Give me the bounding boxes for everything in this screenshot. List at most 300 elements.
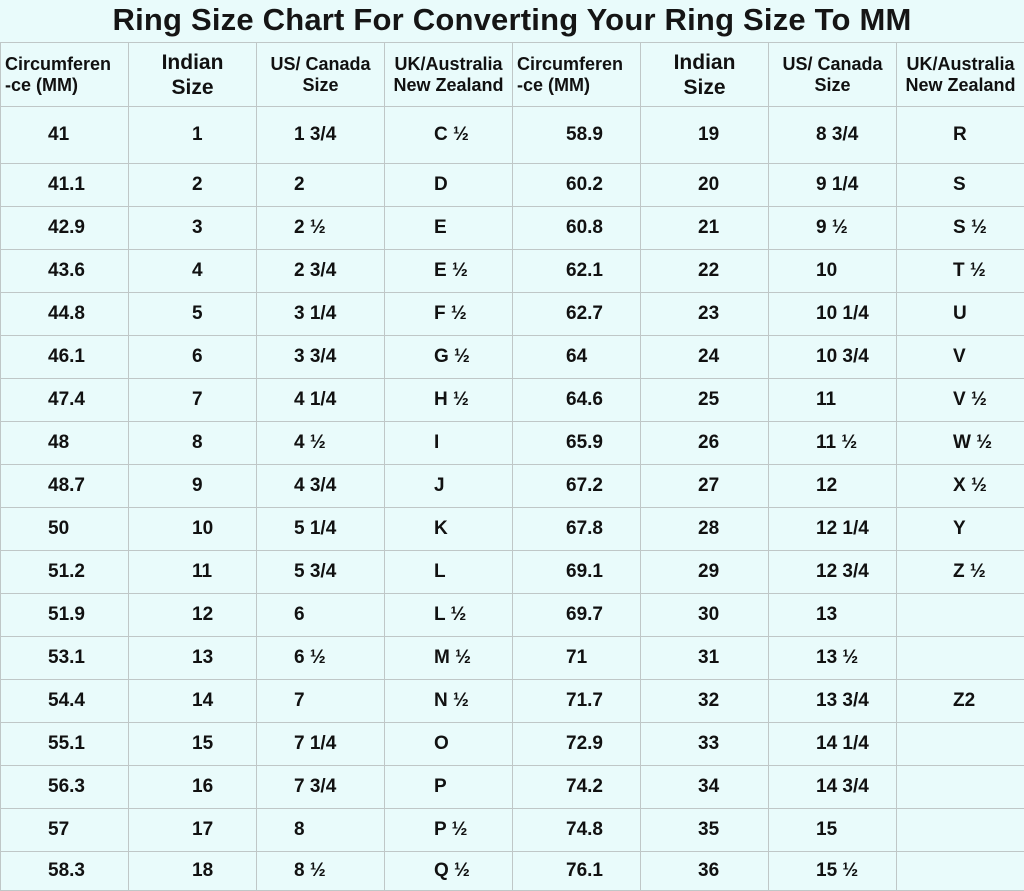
cell-circumference — [1, 250, 129, 293]
cell-us-canada-size — [257, 293, 385, 336]
header-indian-size-2 — [641, 43, 769, 107]
header-us-2-line2: Size — [769, 75, 896, 96]
cell-indian-size-value: 15 — [192, 733, 213, 755]
cell-indian-size-value: 10 — [192, 518, 213, 540]
table-row — [1, 508, 1024, 551]
cell-circumference-2-value: 71 — [566, 647, 587, 669]
cell-uk-size — [385, 852, 513, 891]
table-row — [1, 852, 1024, 891]
cell-indian-size — [129, 723, 257, 766]
cell-circumference-2-value: 72.9 — [566, 733, 603, 755]
table-row — [1, 551, 1024, 594]
cell-circumference-value: 43.6 — [48, 260, 85, 282]
cell-us-canada-size-value: 7 3/4 — [294, 776, 336, 798]
cell-uk-size — [385, 594, 513, 637]
cell-uk-size — [385, 766, 513, 809]
cell-uk-size-value: P ½ — [434, 819, 467, 841]
cell-uk-size — [385, 293, 513, 336]
cell-circumference-value: 53.1 — [48, 647, 85, 669]
cell-uk-size-value: L — [434, 561, 446, 583]
cell-indian-size — [129, 680, 257, 723]
cell-uk-size-value: E ½ — [434, 260, 468, 282]
cell-uk-size-value: Q ½ — [434, 860, 470, 882]
cell-indian-size-2 — [641, 107, 769, 164]
cell-indian-size-2 — [641, 809, 769, 852]
cell-uk-size — [385, 379, 513, 422]
cell-us-canada-size-2 — [769, 336, 897, 379]
cell-uk-size-value: J — [434, 475, 445, 497]
cell-indian-size — [129, 107, 257, 164]
cell-indian-size — [129, 293, 257, 336]
cell-indian-size — [129, 207, 257, 250]
cell-circumference-2 — [513, 723, 641, 766]
cell-circumference — [1, 637, 129, 680]
cell-indian-size-2-value: 26 — [698, 432, 719, 454]
cell-us-canada-size — [257, 594, 385, 637]
cell-indian-size-value: 11 — [192, 561, 212, 583]
cell-uk-size-2-value: T ½ — [953, 260, 986, 282]
cell-circumference — [1, 723, 129, 766]
cell-indian-size-2 — [641, 422, 769, 465]
header-uk-australia-nz-2 — [897, 43, 1024, 107]
cell-us-canada-size-2 — [769, 852, 897, 891]
cell-us-canada-size-2 — [769, 637, 897, 680]
cell-us-canada-size-2-value: 12 — [816, 475, 837, 497]
cell-us-canada-size — [257, 207, 385, 250]
cell-circumference-2 — [513, 594, 641, 637]
table-row — [1, 422, 1024, 465]
cell-circumference — [1, 809, 129, 852]
cell-us-canada-size — [257, 250, 385, 293]
cell-uk-size-value: E — [434, 217, 447, 239]
cell-indian-size-value: 5 — [192, 303, 203, 325]
table-header-row — [1, 43, 1024, 107]
cell-uk-size-value: O — [434, 733, 449, 755]
cell-circumference — [1, 379, 129, 422]
cell-circumference-value: 57 — [48, 819, 69, 841]
cell-uk-size-2-value: R — [953, 124, 967, 146]
cell-circumference-2 — [513, 336, 641, 379]
cell-uk-size-value: H ½ — [434, 389, 469, 411]
cell-circumference — [1, 551, 129, 594]
cell-us-canada-size-value: 8 — [294, 819, 305, 841]
cell-indian-size-value: 16 — [192, 776, 213, 798]
cell-indian-size-2 — [641, 465, 769, 508]
header-circumference-2-line1: Circumferen — [517, 54, 640, 75]
table-row — [1, 379, 1024, 422]
cell-uk-size-2 — [897, 379, 1024, 422]
cell-indian-size-2-value: 34 — [698, 776, 719, 798]
cell-circumference-2-value: 74.2 — [566, 776, 603, 798]
table-row — [1, 465, 1024, 508]
cell-us-canada-size-value: 7 1/4 — [294, 733, 336, 755]
header-us-2-line1: US/ Canada — [769, 54, 896, 75]
cell-us-canada-size — [257, 852, 385, 891]
cell-circumference-2-value: 67.2 — [566, 475, 603, 497]
cell-circumference-2 — [513, 379, 641, 422]
cell-circumference — [1, 164, 129, 207]
cell-indian-size — [129, 766, 257, 809]
header-indian-2-line2: Size — [641, 75, 768, 100]
cell-uk-size — [385, 250, 513, 293]
cell-uk-size-2 — [897, 766, 1024, 809]
cell-circumference-2-value: 69.7 — [566, 604, 603, 626]
cell-circumference-2 — [513, 422, 641, 465]
cell-us-canada-size-2-value: 13 ½ — [816, 647, 858, 669]
cell-uk-size-2 — [897, 293, 1024, 336]
cell-uk-size-2 — [897, 250, 1024, 293]
cell-us-canada-size — [257, 723, 385, 766]
cell-circumference — [1, 508, 129, 551]
cell-indian-size-2-value: 25 — [698, 389, 719, 411]
cell-us-canada-size-2-value: 11 — [816, 389, 836, 411]
cell-indian-size-2 — [641, 250, 769, 293]
cell-us-canada-size-value: 5 3/4 — [294, 561, 336, 583]
cell-indian-size — [129, 379, 257, 422]
cell-indian-size-value: 14 — [192, 690, 213, 712]
cell-circumference-2-value: 60.2 — [566, 174, 603, 196]
header-circumference — [1, 43, 129, 107]
header-circumference-line1: Circumferen — [5, 54, 128, 75]
cell-us-canada-size-value: 2 — [294, 174, 305, 196]
cell-indian-size-2-value: 24 — [698, 346, 719, 368]
cell-circumference-value: 46.1 — [48, 346, 85, 368]
cell-uk-size — [385, 107, 513, 164]
header-us-line2: Size — [257, 75, 384, 96]
table-row — [1, 293, 1024, 336]
header-us-canada-size-2 — [769, 43, 897, 107]
cell-indian-size — [129, 250, 257, 293]
cell-us-canada-size-value: 7 — [294, 690, 305, 712]
cell-us-canada-size-2 — [769, 293, 897, 336]
cell-indian-size-2 — [641, 508, 769, 551]
cell-circumference-2 — [513, 465, 641, 508]
cell-circumference-value: 50 — [48, 518, 69, 540]
cell-us-canada-size-value: 1 3/4 — [294, 124, 336, 146]
cell-uk-size-2 — [897, 594, 1024, 637]
cell-circumference-2 — [513, 508, 641, 551]
cell-uk-size — [385, 422, 513, 465]
cell-uk-size-2 — [897, 852, 1024, 891]
cell-circumference-2-value: 67.8 — [566, 518, 603, 540]
cell-us-canada-size-2-value: 12 1/4 — [816, 518, 869, 540]
cell-circumference-value: 41 — [48, 124, 69, 146]
header-us-canada-size — [257, 43, 385, 107]
cell-uk-size-value: D — [434, 174, 448, 196]
cell-us-canada-size-2-value: 10 1/4 — [816, 303, 869, 325]
cell-indian-size-2-value: 19 — [698, 124, 719, 146]
cell-circumference-2-value: 76.1 — [566, 860, 603, 882]
cell-indian-size-2-value: 27 — [698, 475, 719, 497]
cell-circumference-value: 48.7 — [48, 475, 85, 497]
cell-circumference — [1, 680, 129, 723]
cell-uk-size-2 — [897, 107, 1024, 164]
cell-circumference-2 — [513, 250, 641, 293]
cell-circumference — [1, 422, 129, 465]
cell-circumference-value: 48 — [48, 432, 69, 454]
cell-uk-size — [385, 207, 513, 250]
cell-us-canada-size — [257, 336, 385, 379]
cell-us-canada-size-value: 3 1/4 — [294, 303, 336, 325]
cell-circumference-2 — [513, 551, 641, 594]
cell-us-canada-size-2 — [769, 107, 897, 164]
cell-indian-size-2-value: 33 — [698, 733, 719, 755]
cell-uk-size-2 — [897, 422, 1024, 465]
cell-indian-size-2 — [641, 594, 769, 637]
cell-us-canada-size — [257, 465, 385, 508]
cell-indian-size-2-value: 22 — [698, 260, 719, 282]
cell-circumference — [1, 336, 129, 379]
cell-uk-size-2-value: S — [953, 174, 966, 196]
cell-uk-size-value: G ½ — [434, 346, 470, 368]
cell-us-canada-size — [257, 508, 385, 551]
cell-uk-size-2-value: W ½ — [953, 432, 992, 454]
cell-circumference-2-value: 65.9 — [566, 432, 603, 454]
cell-uk-size-2-value: Y — [953, 518, 966, 540]
cell-indian-size-2 — [641, 379, 769, 422]
table-row — [1, 107, 1024, 164]
cell-circumference — [1, 852, 129, 891]
cell-us-canada-size — [257, 379, 385, 422]
cell-circumference-value: 54.4 — [48, 690, 85, 712]
header-us-line1: US/ Canada — [257, 54, 384, 75]
cell-circumference-2-value: 74.8 — [566, 819, 603, 841]
table-row — [1, 164, 1024, 207]
cell-indian-size-2 — [641, 766, 769, 809]
cell-indian-size-value: 17 — [192, 819, 213, 841]
cell-us-canada-size-2-value: 14 3/4 — [816, 776, 869, 798]
header-indian-size — [129, 43, 257, 107]
cell-indian-size-2 — [641, 680, 769, 723]
cell-us-canada-size-2-value: 14 1/4 — [816, 733, 869, 755]
cell-indian-size-value: 2 — [192, 174, 203, 196]
cell-uk-size-2-value: Z2 — [953, 690, 975, 712]
cell-circumference — [1, 293, 129, 336]
cell-uk-size — [385, 551, 513, 594]
cell-uk-size-value: F ½ — [434, 303, 467, 325]
cell-uk-size-value: K — [434, 518, 448, 540]
cell-indian-size — [129, 336, 257, 379]
cell-us-canada-size-2-value: 12 3/4 — [816, 561, 869, 583]
cell-us-canada-size — [257, 680, 385, 723]
cell-indian-size-2-value: 30 — [698, 604, 719, 626]
cell-circumference-value: 42.9 — [48, 217, 85, 239]
table-body — [1, 107, 1024, 891]
table-row — [1, 207, 1024, 250]
cell-uk-size-2-value: V ½ — [953, 389, 987, 411]
cell-indian-size-2-value: 20 — [698, 174, 719, 196]
cell-indian-size-value: 7 — [192, 389, 203, 411]
table-row — [1, 637, 1024, 680]
cell-circumference-2-value: 62.7 — [566, 303, 603, 325]
cell-uk-size-value: L ½ — [434, 604, 466, 626]
header-circumference-2 — [513, 43, 641, 107]
cell-indian-size-value: 6 — [192, 346, 203, 368]
ring-size-table — [0, 42, 1024, 891]
cell-indian-size — [129, 508, 257, 551]
cell-us-canada-size-2 — [769, 379, 897, 422]
cell-indian-size-2-value: 35 — [698, 819, 719, 841]
cell-indian-size — [129, 465, 257, 508]
cell-circumference-2 — [513, 164, 641, 207]
cell-indian-size-2 — [641, 336, 769, 379]
cell-indian-size — [129, 852, 257, 891]
cell-us-canada-size-value: 2 ½ — [294, 217, 326, 239]
cell-us-canada-size-value: 4 ½ — [294, 432, 326, 454]
cell-uk-size — [385, 723, 513, 766]
cell-uk-size — [385, 465, 513, 508]
cell-circumference-value: 55.1 — [48, 733, 85, 755]
cell-indian-size-value: 8 — [192, 432, 203, 454]
cell-uk-size-value: I — [434, 432, 439, 454]
cell-us-canada-size — [257, 766, 385, 809]
cell-uk-size-2 — [897, 680, 1024, 723]
cell-circumference-2 — [513, 637, 641, 680]
cell-us-canada-size-2-value: 15 ½ — [816, 860, 858, 882]
cell-indian-size-value: 9 — [192, 475, 203, 497]
table-row — [1, 680, 1024, 723]
cell-us-canada-size-value: 8 ½ — [294, 860, 326, 882]
cell-us-canada-size-2 — [769, 766, 897, 809]
table-row — [1, 594, 1024, 637]
cell-us-canada-size-value: 6 — [294, 604, 305, 626]
cell-indian-size-2 — [641, 164, 769, 207]
cell-circumference-2 — [513, 852, 641, 891]
header-indian-line1: Indian — [129, 50, 256, 75]
cell-indian-size-2-value: 31 — [698, 647, 719, 669]
cell-uk-size — [385, 336, 513, 379]
cell-uk-size-2-value: S ½ — [953, 217, 987, 239]
cell-us-canada-size-2 — [769, 207, 897, 250]
cell-circumference-value: 51.9 — [48, 604, 85, 626]
cell-indian-size-2-value: 21 — [698, 217, 719, 239]
header-uk-2-line2: New Zealand — [897, 75, 1024, 96]
cell-uk-size — [385, 680, 513, 723]
cell-indian-size-2 — [641, 852, 769, 891]
cell-us-canada-size-value: 3 3/4 — [294, 346, 336, 368]
cell-us-canada-size-2 — [769, 680, 897, 723]
header-uk-australia-nz — [385, 43, 513, 107]
cell-circumference — [1, 766, 129, 809]
cell-us-canada-size-2-value: 11 ½ — [816, 432, 857, 454]
cell-us-canada-size — [257, 422, 385, 465]
cell-circumference-2 — [513, 680, 641, 723]
cell-circumference-2-value: 60.8 — [566, 217, 603, 239]
header-indian-line2: Size — [129, 75, 256, 100]
cell-uk-size-2 — [897, 637, 1024, 680]
cell-circumference-2-value: 64 — [566, 346, 587, 368]
cell-indian-size-2-value: 36 — [698, 860, 719, 882]
cell-uk-size — [385, 809, 513, 852]
cell-us-canada-size-2 — [769, 551, 897, 594]
cell-us-canada-size-2 — [769, 164, 897, 207]
cell-uk-size-2 — [897, 809, 1024, 852]
cell-uk-size-2 — [897, 723, 1024, 766]
cell-us-canada-size-2-value: 8 3/4 — [816, 124, 858, 146]
cell-uk-size-2-value: Z ½ — [953, 561, 986, 583]
cell-circumference-value: 44.8 — [48, 303, 85, 325]
cell-uk-size-2-value: X ½ — [953, 475, 987, 497]
cell-uk-size-value: P — [434, 776, 447, 798]
cell-indian-size-2-value: 28 — [698, 518, 719, 540]
cell-uk-size-value: C ½ — [434, 124, 469, 146]
header-uk-line2: New Zealand — [385, 75, 512, 96]
cell-uk-size-2 — [897, 207, 1024, 250]
cell-circumference — [1, 207, 129, 250]
cell-uk-size — [385, 637, 513, 680]
cell-indian-size — [129, 422, 257, 465]
cell-us-canada-size-2-value: 10 3/4 — [816, 346, 869, 368]
cell-indian-size — [129, 594, 257, 637]
cell-circumference-2 — [513, 766, 641, 809]
cell-us-canada-size-2 — [769, 422, 897, 465]
cell-circumference — [1, 107, 129, 164]
cell-uk-size-value: N ½ — [434, 690, 469, 712]
header-uk-line1: UK/Australia — [385, 54, 512, 75]
cell-us-canada-size-value: 2 3/4 — [294, 260, 336, 282]
header-circumference-2-line2: -ce (MM) — [517, 75, 640, 96]
cell-indian-size-value: 13 — [192, 647, 213, 669]
cell-indian-size-value: 12 — [192, 604, 213, 626]
cell-indian-size-2 — [641, 293, 769, 336]
cell-circumference-2 — [513, 809, 641, 852]
cell-indian-size-value: 4 — [192, 260, 203, 282]
cell-indian-size-2 — [641, 207, 769, 250]
cell-indian-size-2-value: 23 — [698, 303, 719, 325]
table-row — [1, 250, 1024, 293]
cell-circumference-2-value: 58.9 — [566, 124, 603, 146]
cell-indian-size — [129, 164, 257, 207]
cell-us-canada-size-value: 4 3/4 — [294, 475, 336, 497]
cell-circumference-2-value: 69.1 — [566, 561, 603, 583]
cell-uk-size-2 — [897, 465, 1024, 508]
table-row — [1, 766, 1024, 809]
cell-indian-size-2-value: 29 — [698, 561, 719, 583]
cell-indian-size — [129, 551, 257, 594]
cell-us-canada-size — [257, 637, 385, 680]
cell-uk-size-2 — [897, 164, 1024, 207]
cell-us-canada-size-2-value: 13 — [816, 604, 837, 626]
cell-circumference — [1, 594, 129, 637]
cell-uk-size-2 — [897, 551, 1024, 594]
header-indian-2-line1: Indian — [641, 50, 768, 75]
cell-indian-size-2 — [641, 551, 769, 594]
cell-circumference-value: 47.4 — [48, 389, 85, 411]
cell-uk-size — [385, 164, 513, 207]
cell-us-canada-size-2-value: 15 — [816, 819, 837, 841]
cell-indian-size — [129, 637, 257, 680]
cell-us-canada-size-2-value: 10 — [816, 260, 837, 282]
header-circumference-line2: -ce (MM) — [5, 75, 128, 96]
table-row — [1, 723, 1024, 766]
cell-us-canada-size-2-value: 13 3/4 — [816, 690, 869, 712]
cell-indian-size-value: 18 — [192, 860, 213, 882]
cell-us-canada-size-2 — [769, 508, 897, 551]
header-uk-2-line1: UK/Australia — [897, 54, 1024, 75]
cell-us-canada-size-2 — [769, 723, 897, 766]
cell-us-canada-size — [257, 809, 385, 852]
cell-circumference — [1, 465, 129, 508]
cell-us-canada-size-2 — [769, 465, 897, 508]
cell-indian-size-value: 1 — [192, 124, 203, 146]
cell-uk-size-value: M ½ — [434, 647, 471, 669]
cell-circumference-value: 41.1 — [48, 174, 85, 196]
cell-circumference-2-value: 64.6 — [566, 389, 603, 411]
cell-us-canada-size — [257, 164, 385, 207]
cell-us-canada-size-2 — [769, 809, 897, 852]
cell-us-canada-size — [257, 107, 385, 164]
cell-uk-size — [385, 508, 513, 551]
